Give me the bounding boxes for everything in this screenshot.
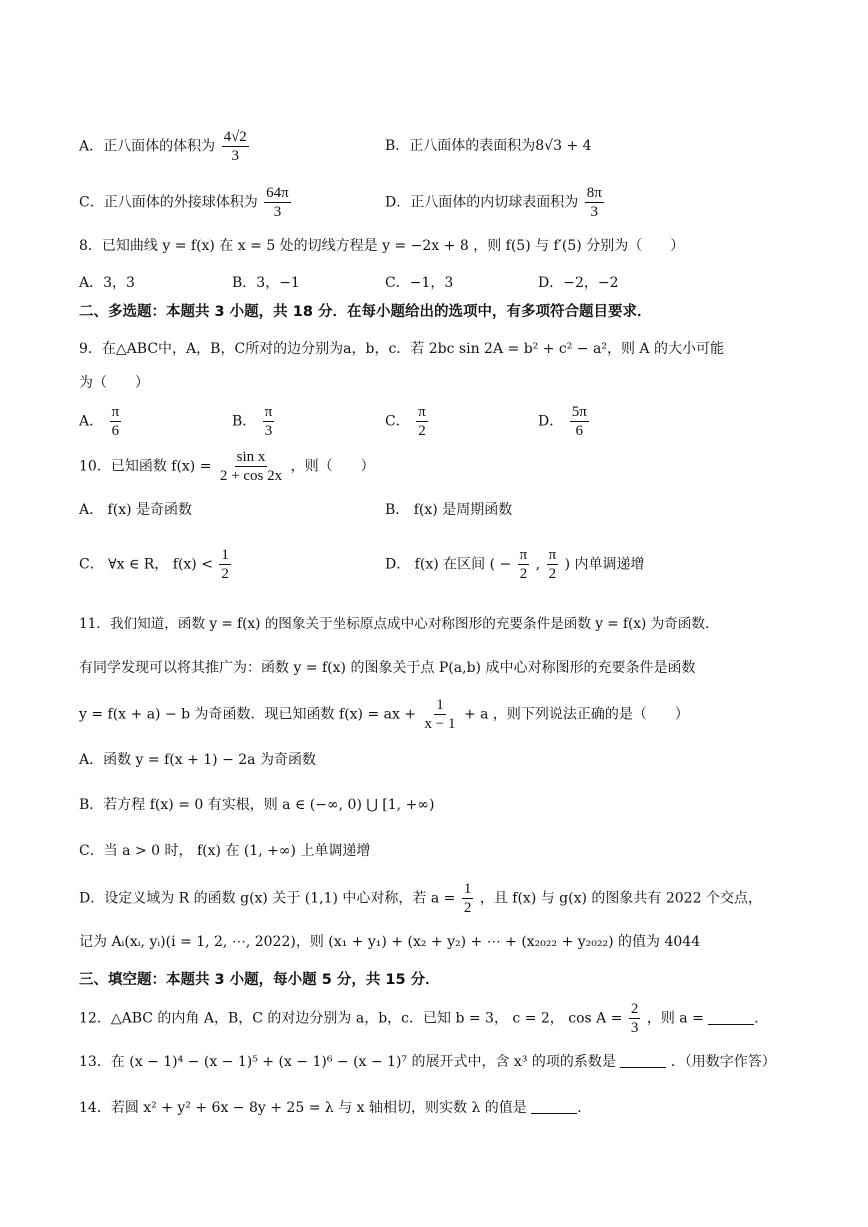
fraction-denominator: 3 [231, 148, 239, 164]
q7-option-c-fraction [264, 184, 291, 221]
q11-function-fraction [423, 696, 458, 733]
q8-option-c: C．−1，3 [385, 275, 454, 291]
q10-option-c-text: C． ∀x ∈ R， f(x) < [79, 556, 213, 573]
q13-answer-blank[interactable] [620, 1053, 666, 1068]
q9-option-c-fraction [416, 403, 428, 440]
q10-option-c [79, 546, 233, 583]
q9-stem-line1: 9．在△ABC中，A，B，C所对的边分别为a，b，c．若 2bc sin 2A = b² + c² − a²，则 A 的大小可能 [79, 341, 724, 357]
q9-option-a-fraction [110, 403, 122, 440]
fraction-denominator: 3 [590, 204, 598, 220]
fraction-numerator: π [519, 547, 528, 563]
q10-stem [79, 448, 375, 485]
q9-option-d [538, 403, 591, 440]
q12-stem-prefix: 12．△ABC 的内角 A，B，C 的对边分别为 a，b，c．已知 b = 3， c = 2， cos A = [79, 1010, 623, 1027]
q12-stem [79, 1000, 759, 1037]
q9-option-a-text: A． [79, 413, 104, 430]
section-heading-fill-in-blank: 三、填空题：本题共 3 小题，每小题 5 分，共 15 分． [79, 972, 440, 988]
fraction-numerator: 2 [630, 1001, 639, 1017]
q8-option-a: A．3，3 [79, 275, 135, 291]
fraction-denominator: 2 [221, 566, 229, 582]
q9-stem-line2: 为（ ） [79, 375, 149, 391]
fraction-numerator: sin x [236, 449, 266, 465]
fraction-denominator: 2 + cos 2x [219, 468, 283, 484]
fraction-denominator: 2 [418, 423, 426, 439]
q11-stem-line2: 有同学发现可以将其推广为：函数 y = f(x) 的图象关于点 P(a,b) 成中心对称图形的充要条件是函数 [79, 660, 696, 676]
q9-option-b-fraction [263, 403, 275, 440]
q8-option-d: D．−2，−2 [538, 275, 619, 291]
fraction-numerator: 5π [571, 404, 587, 420]
q10-stem-suffix: ，则（ ） [290, 458, 375, 475]
q10-stem-prefix: 10．已知函数 f(x) = [79, 458, 212, 475]
q9-option-d-fraction [570, 403, 589, 440]
q8-stem: 8．已知曲线 y = f(x) 在 x = 5 处的切线方程是 y = −2x + 8 ，则 f(5) 与 f′(5) 分别为（ ） [79, 238, 685, 254]
section-heading-multiple-choice: 二、多选题：本题共 3 小题，共 18 分．在每小题给出的选项中，有多项符合题目要求． [79, 304, 652, 320]
q7-option-d-text: D．正八面体的内切球表面积为 [385, 194, 579, 211]
q14-answer-blank[interactable] [531, 1099, 577, 1114]
q9-option-c-text: C． [385, 413, 410, 430]
q8-option-b: B．3，−1 [232, 275, 300, 291]
fraction-numerator: π [418, 404, 426, 420]
fraction-numerator: 1 [463, 881, 472, 897]
fraction-numerator: 1 [436, 697, 444, 713]
q12-stem-suffix: ，则 a = [646, 1010, 704, 1027]
q14-stem-prefix: 14．若圆 x² + y² + 6x − 8y + 25 = λ 与 x 轴相切，则实数 λ 的值是 [79, 1100, 527, 1116]
q13-stem-prefix: 13．在 (x − 1)⁴ − (x − 1)⁵ + (x − 1)⁶ − (x − 1)⁷ 的展开式中，含 x³ 的项的系数是 [79, 1054, 616, 1070]
q10-option-d [385, 546, 645, 583]
q7-option-a-fraction [222, 128, 249, 165]
q7-option-c-text: C．正八面体的外接球体积为 [79, 194, 258, 211]
q10-option-d-comma: , [535, 556, 541, 573]
fraction-denominator: 3 [273, 204, 282, 220]
q11-option-a: A．函数 y = f(x + 1) − 2a 为奇函数 [79, 752, 316, 768]
q11-option-b: B．若方程 f(x) = 0 有实根，则 a ∈ (−∞, 0) ⋃ [1, +∞) [79, 797, 435, 813]
q12-cos-fraction [629, 1000, 641, 1037]
q7-option-b: B．正八面体的表面积为8√3 + 4 [385, 138, 592, 154]
fraction-denominator: 2 [463, 900, 472, 916]
q7-option-a-text: A．正八面体的体积为 [79, 138, 216, 155]
q11-option-d-suffix: ，且 f(x) 与 g(x) 的图象共有 2022 个交点， [479, 890, 762, 907]
q9-option-a [79, 403, 123, 440]
q11-option-d-line1 [79, 880, 762, 917]
q14-end-period: . [577, 1100, 582, 1116]
q7-option-d-fraction [585, 184, 604, 221]
q10-option-d-prefix: D． f(x) 在区间 ( − [385, 556, 512, 573]
fraction-numerator: π [111, 404, 120, 420]
q11-stem-line3-suffix: + a ，则下列说法正确的是（ ） [463, 706, 689, 723]
q11-option-c: C．当 a > 0 时， f(x) 在 (1, +∞) 上单调递增 [79, 843, 371, 859]
q10-option-d-fraction-right [547, 546, 559, 583]
q9-option-b-text: B． [232, 413, 257, 430]
fraction-denominator: 6 [575, 423, 583, 439]
q7-option-a [79, 128, 251, 165]
fraction-numerator: 4√2 [223, 129, 247, 145]
q10-option-c-fraction [219, 546, 231, 583]
q11-stem-line1: 11．我们知道，函数 y = f(x) 的图象关于坐标原点成中心对称图形的充要条件是函数 y = f(x) 为奇函数. [79, 616, 710, 632]
q9-option-b [232, 403, 276, 440]
fraction-denominator: 3 [264, 423, 273, 439]
q13-stem-suffix: ．（用数字作答） [670, 1054, 776, 1070]
q9-option-c [385, 403, 430, 440]
fraction-numerator: 64π [266, 185, 289, 201]
fraction-denominator: 3 [630, 1020, 639, 1036]
fraction-numerator: π [548, 547, 557, 563]
q7-option-c [79, 184, 293, 221]
q13-stem [79, 1052, 776, 1072]
fraction-denominator: 6 [111, 423, 120, 439]
q10-option-a: A． f(x) 是奇函数 [79, 502, 193, 518]
q11-option-d-prefix: D．设定义域为 R 的函数 g(x) 关于 (1,1) 中心对称，若 a = [79, 890, 456, 907]
fraction-denominator: x − 1 [424, 716, 456, 732]
fraction-numerator: π [264, 404, 273, 420]
q11-stem-line3-prefix: y = f(x + a) − b 为奇函数．现已知函数 f(x) = ax + [79, 706, 417, 723]
q10-option-d-suffix: ) 内单调递增 [564, 556, 645, 573]
q10-option-d-fraction-left [518, 546, 530, 583]
fraction-numerator: 1 [221, 547, 229, 563]
q12-answer-blank[interactable] [708, 1010, 754, 1025]
q12-end-period: . [754, 1010, 759, 1027]
q11-option-d-fraction [462, 880, 474, 917]
q11-option-d-line2: 记为 Aᵢ(xᵢ, yᵢ)(i = 1, 2, ⋯, 2022)，则 (x₁ + y₁) + (x₂ + y₂) + ⋯ + (x₂₀₂₂ + y₂₀₂₂) 的值为 4044 [79, 934, 701, 950]
q14-stem [79, 1098, 582, 1118]
q10-function-fraction [218, 448, 284, 485]
q7-option-d [385, 184, 606, 221]
fraction-denominator: 2 [519, 566, 528, 582]
q9-option-d-text: D． [538, 413, 564, 430]
q11-stem-line3 [79, 696, 689, 733]
fraction-numerator: 8π [586, 185, 602, 201]
q10-option-b: B． f(x) 是周期函数 [385, 502, 513, 518]
fraction-denominator: 2 [548, 566, 557, 582]
